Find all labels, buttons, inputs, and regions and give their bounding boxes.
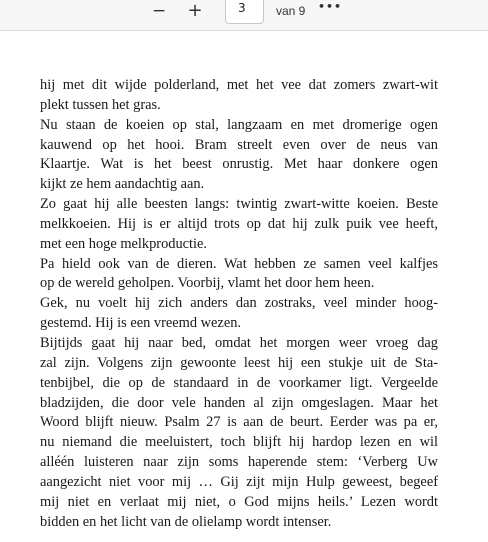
text-line: Gek, nu voelt hij zich anders dan zostraks, veel minder hoog- xyxy=(40,295,438,312)
text-line: nu niemand die meeluistert, toch blijft hij hardop lezen en wil xyxy=(40,434,438,451)
document-page xyxy=(0,31,488,542)
document-text xyxy=(40,76,438,532)
text-line: tenbijbel, die op de standaard in de voorkamer ligt. Vergeelde xyxy=(40,374,438,391)
text-line: hij met dit wijde polderland, met het vee dat zomers zwart-wit xyxy=(40,77,438,93)
text-line: gestemd. Hij is een vreemd wezen. xyxy=(40,315,241,332)
text-line: Klaartje. Wat is het beest onrustig. Met haar donkere ogen xyxy=(40,156,438,173)
text-line: op de wereld geholpen. Voorbij, vlamt het door hem heen. xyxy=(40,275,375,292)
text-line: bladzijden, die door vele handen al zijn omgeslagen. Maar het xyxy=(40,394,438,411)
text-line: met een hoge melkproductie. xyxy=(40,235,208,252)
paragraph xyxy=(40,294,438,334)
text-line: melkkoeien. Hij is er altijd trots op dat hij zulk puik vee heeft, xyxy=(40,215,438,232)
text-line: kijkt ze hem aandachtig aan. xyxy=(40,176,205,193)
text-line: Bijtijds gaat hij naar bed, omdat het morgen weer vroeg dag xyxy=(40,334,438,351)
text-line: Pa hield ook van de dieren. Wat hebben ze samen veel kalfjes xyxy=(40,255,438,272)
text-line: plekt tussen het gras. xyxy=(40,96,161,113)
text-line: alléén luisteren naar zijn soms haperende stem: ‘Verberg Uw xyxy=(40,454,438,471)
text-line: bidden en het licht van de olielamp wordt intenser. xyxy=(40,513,332,530)
zoom-out-button[interactable]: − xyxy=(151,1,167,21)
text-line: kauwend op het hooi. Bram streelt even over de neus van xyxy=(40,136,438,153)
more-options-button[interactable]: ••• xyxy=(318,0,343,13)
paragraph xyxy=(40,116,438,195)
page-number-input[interactable]: 3 xyxy=(225,0,264,24)
paragraph xyxy=(40,255,438,295)
text-line: zal zijn. Volgens zijn gewoonte leest hij een stukje uit de Sta- xyxy=(40,354,438,371)
paragraph xyxy=(40,334,438,532)
pdf-toolbar xyxy=(0,0,488,31)
text-line: Woord blijft nieuw. Psalm 27 is aan de beurt. Eerder was pa er, xyxy=(40,414,438,431)
text-line: Nu staan de koeien op stal, langzaam en met dromerige ogen xyxy=(40,116,438,133)
text-line: Zo gaat hij alle beesten langs: twintig zwart-witte koeien. Beste xyxy=(40,196,438,213)
text-line: mij niet en verlaat mij niet, o God mijns heils.’ Lezen wordt xyxy=(40,493,438,510)
zoom-in-button[interactable]: + xyxy=(187,0,203,21)
paragraph xyxy=(40,76,438,116)
page-count-label: van 9 xyxy=(276,4,306,18)
paragraph xyxy=(40,195,438,255)
text-line: aangezicht niet voor mij … Gij zijt mijn Hulp geweest, begeef xyxy=(40,473,438,490)
